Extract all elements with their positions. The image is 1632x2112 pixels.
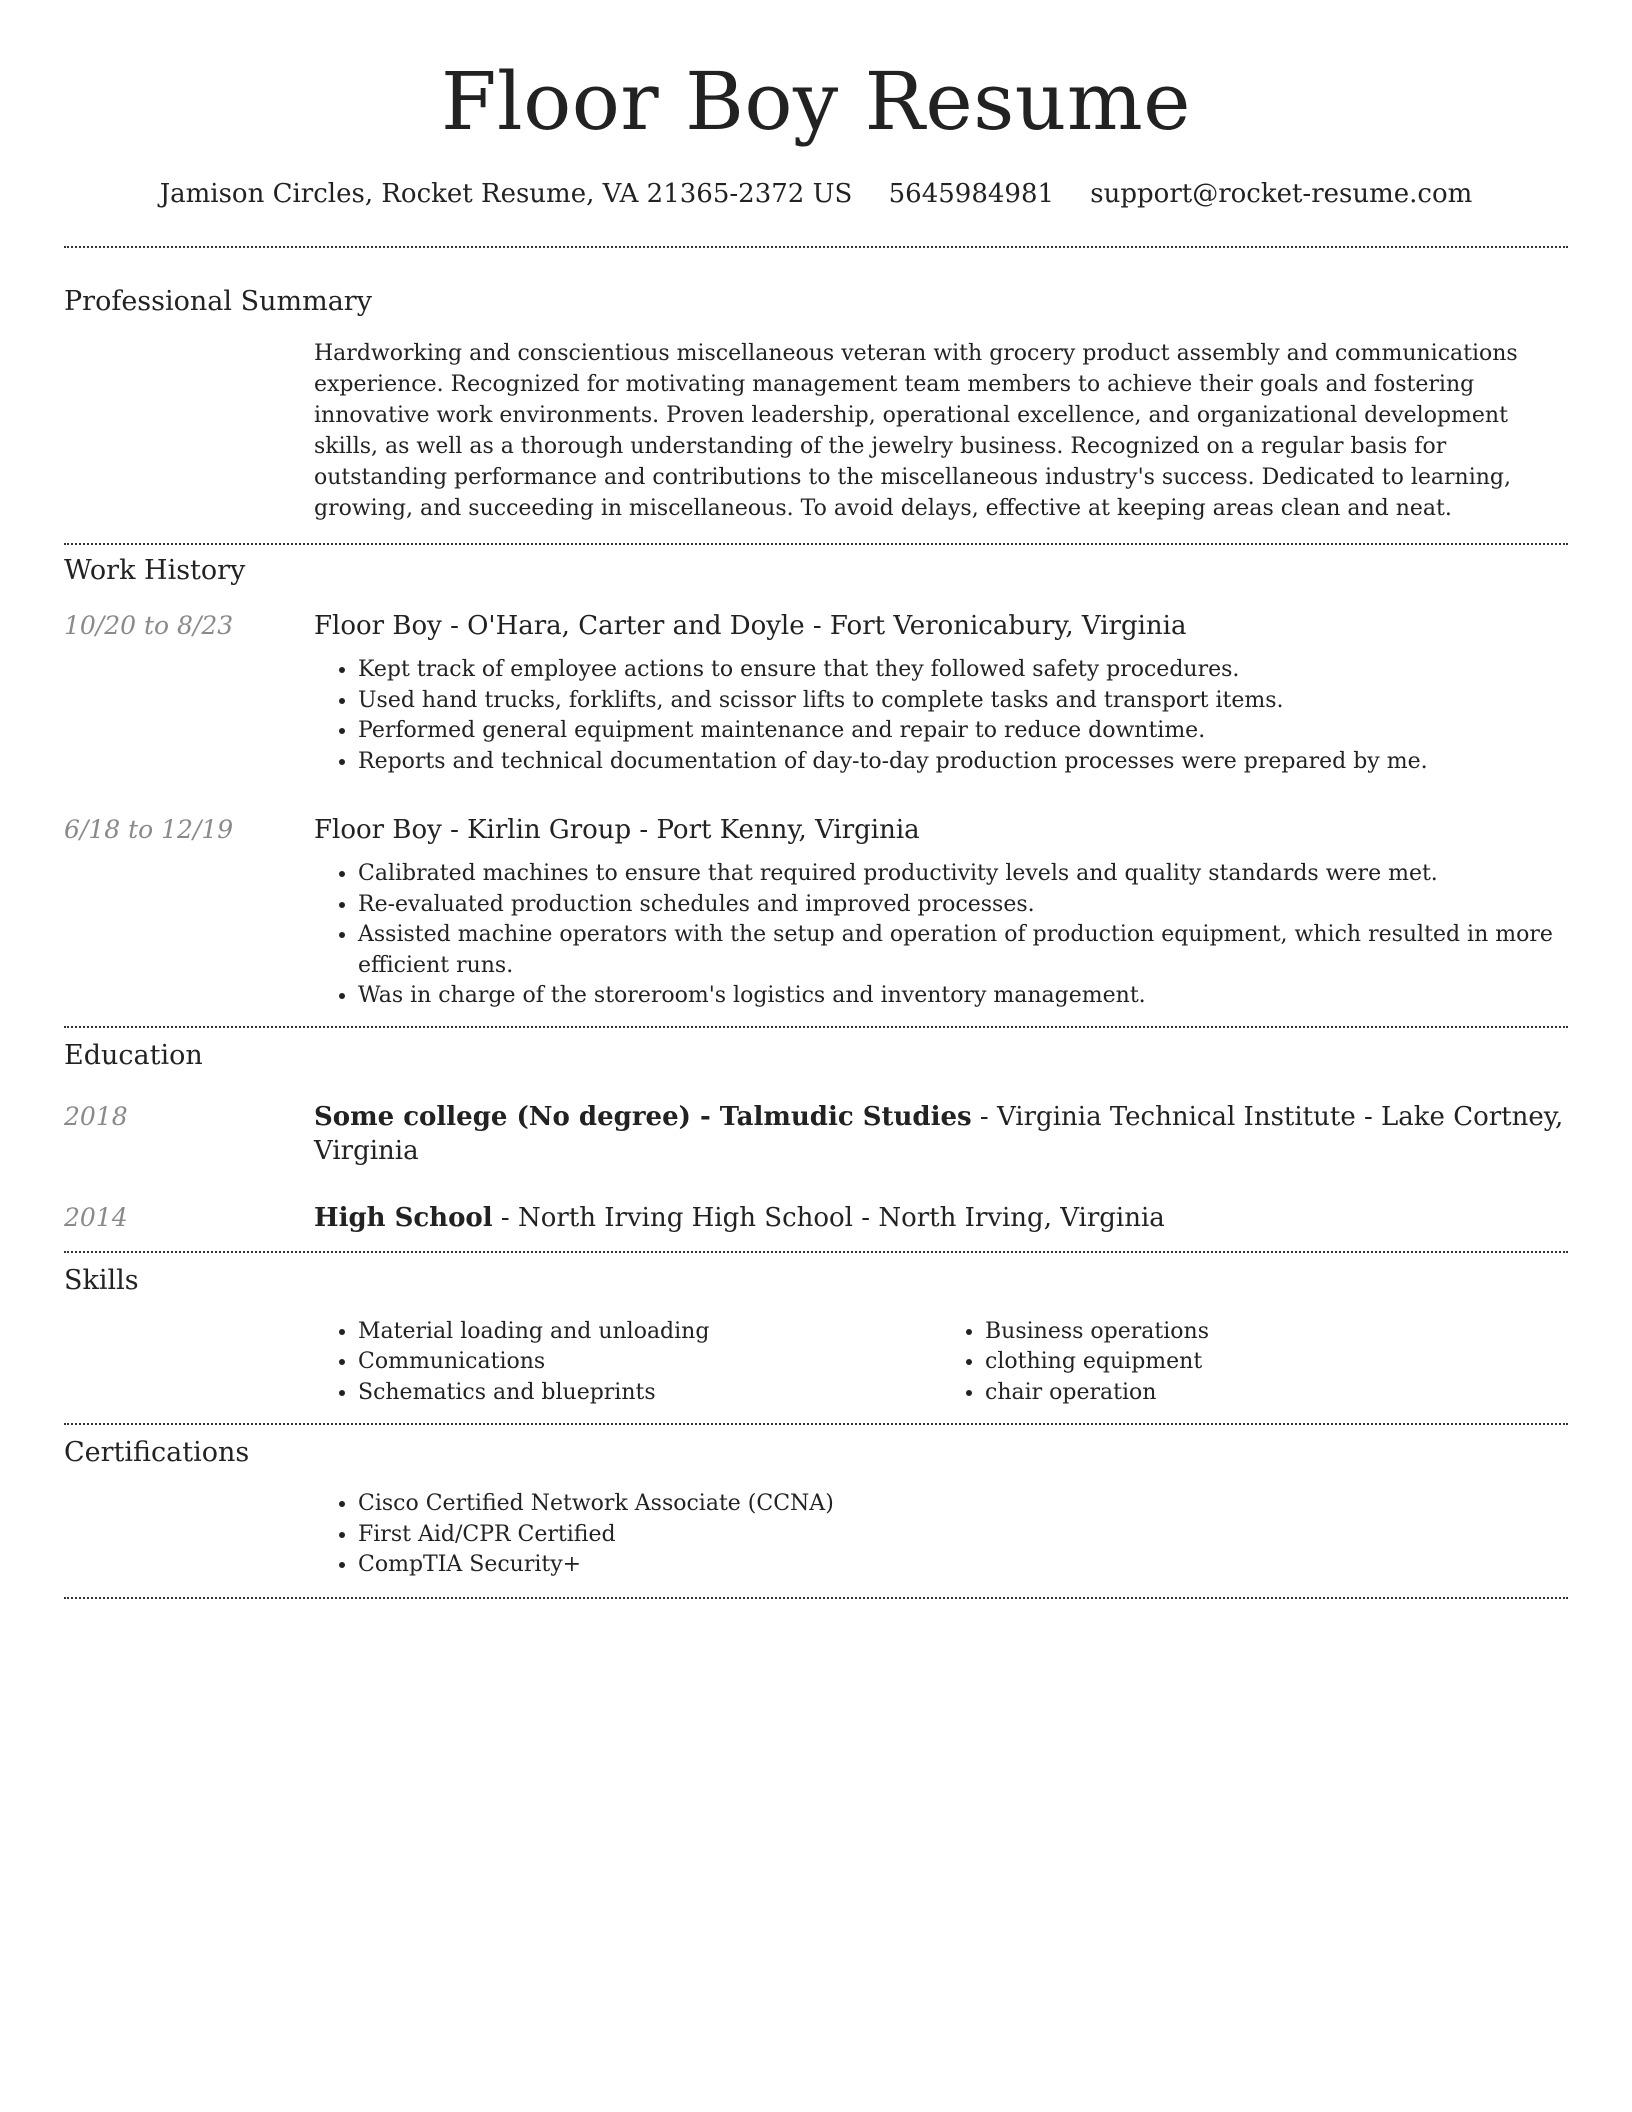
- certifications-heading: Certifications: [64, 1437, 250, 1468]
- skill-item: • clothing equipment: [985, 1347, 1568, 1378]
- list-item: • Used hand trucks, forklifts, and scissor lifts to complete tasks and transport items.: [358, 686, 1568, 717]
- resume-title: Floor Boy Resume: [440, 55, 1192, 148]
- education-year: 2018: [64, 1101, 128, 1131]
- contact-address: Jamison Circles, Rocket Resume, VA 21365-2372 US: [159, 179, 853, 209]
- certification-item: • Cisco Certified Network Associate (CCNA): [358, 1489, 1568, 1520]
- education-degree: Some college (No degree) - Talmudic Studies: [314, 1101, 972, 1132]
- summary-text: Hardworking and conscientious miscellaneous veteran with grocery product assembly and communications experience. Recognized for motivating management team members to achieve their goals and fostering innovative work environments. Proven leadership, operational excellence, and organizational development skills, as well as a thorough understanding of the jewelry business. Recognized on a regular basis for outstanding performance and contributions to the miscellaneous industry's success. Dedicated to learning, growing, and succeeding in miscellaneous. To avoid delays, effective at keeping areas clean and neat.: [314, 341, 1518, 521]
- list-item: • Assisted machine operators with the setup and operation of production equipment, which resulted in more efficient runs.: [358, 920, 1568, 981]
- education-school: - North Irving High School - North Irving, Virginia: [492, 1202, 1165, 1233]
- skills-section: [64, 1253, 1568, 1424]
- education-entry: [64, 1100, 1568, 1168]
- skill-item: • chair operation: [985, 1378, 1568, 1409]
- skills-heading: Skills: [64, 1264, 139, 1296]
- job-title: Floor Boy - Kirlin Group - Port Kenny, Virginia: [314, 815, 920, 845]
- contact-info: [64, 176, 1568, 212]
- job-dates: 10/20 to 8/23: [64, 611, 234, 640]
- skills-list-right: [941, 1317, 1568, 1409]
- list-item: • Calibrated machines to ensure that required productivity levels and quality standards were met.: [358, 859, 1568, 890]
- skill-item: • Communications: [358, 1347, 941, 1378]
- work-history-section: [64, 545, 1568, 1026]
- skill-item: • Business operations: [985, 1317, 1568, 1348]
- skills-list-left: [314, 1317, 941, 1409]
- education-entry: [64, 1201, 1568, 1235]
- education-year: 2014: [64, 1202, 128, 1232]
- list-item: • Was in charge of the storeroom's logistics and inventory management.: [358, 981, 1568, 1012]
- list-item: • Re-evaluated production schedules and improved processes.: [358, 890, 1568, 921]
- list-item: • Kept track of employee actions to ensure that they followed safety procedures.: [358, 655, 1568, 686]
- certifications-section: [64, 1425, 1568, 1597]
- job-entry: [64, 813, 1568, 1012]
- contact-phone: 5645984981: [888, 179, 1055, 209]
- job-dates: 6/18 to 12/19: [64, 815, 234, 844]
- work-history-heading: Work History: [64, 555, 246, 586]
- list-item: • Reports and technical documentation of day-to-day production processes were prepared by me.: [358, 747, 1568, 778]
- education-details: [314, 1100, 1568, 1168]
- contact-email: support@rocket-resume.com: [1090, 179, 1473, 209]
- skill-item: • Material loading and unloading: [358, 1317, 941, 1348]
- education-section: [64, 1028, 1568, 1251]
- job-bullets: [314, 859, 1568, 1012]
- certifications-list: [314, 1489, 1568, 1581]
- education-degree: High School: [314, 1202, 493, 1233]
- summary-heading: Professional Summary: [64, 286, 372, 317]
- certification-item: • CompTIA Security+: [358, 1550, 1568, 1581]
- certification-item: • First Aid/CPR Certified: [358, 1520, 1568, 1551]
- skill-item: • Schematics and blueprints: [358, 1378, 941, 1409]
- job-entry: [64, 609, 1568, 777]
- job-title: Floor Boy - O'Hara, Carter and Doyle - Fort Veronicabury, Virginia: [314, 611, 1187, 641]
- education-heading: Education: [64, 1039, 203, 1071]
- job-bullets: [314, 655, 1568, 777]
- divider: [64, 1597, 1568, 1599]
- summary-section: [64, 248, 1568, 524]
- list-item: • Performed general equipment maintenance and repair to reduce downtime.: [358, 716, 1568, 747]
- education-details: [314, 1201, 1165, 1235]
- education-school: - Virginia Technical Institute - Lake Cortney, Virginia: [314, 1101, 1564, 1166]
